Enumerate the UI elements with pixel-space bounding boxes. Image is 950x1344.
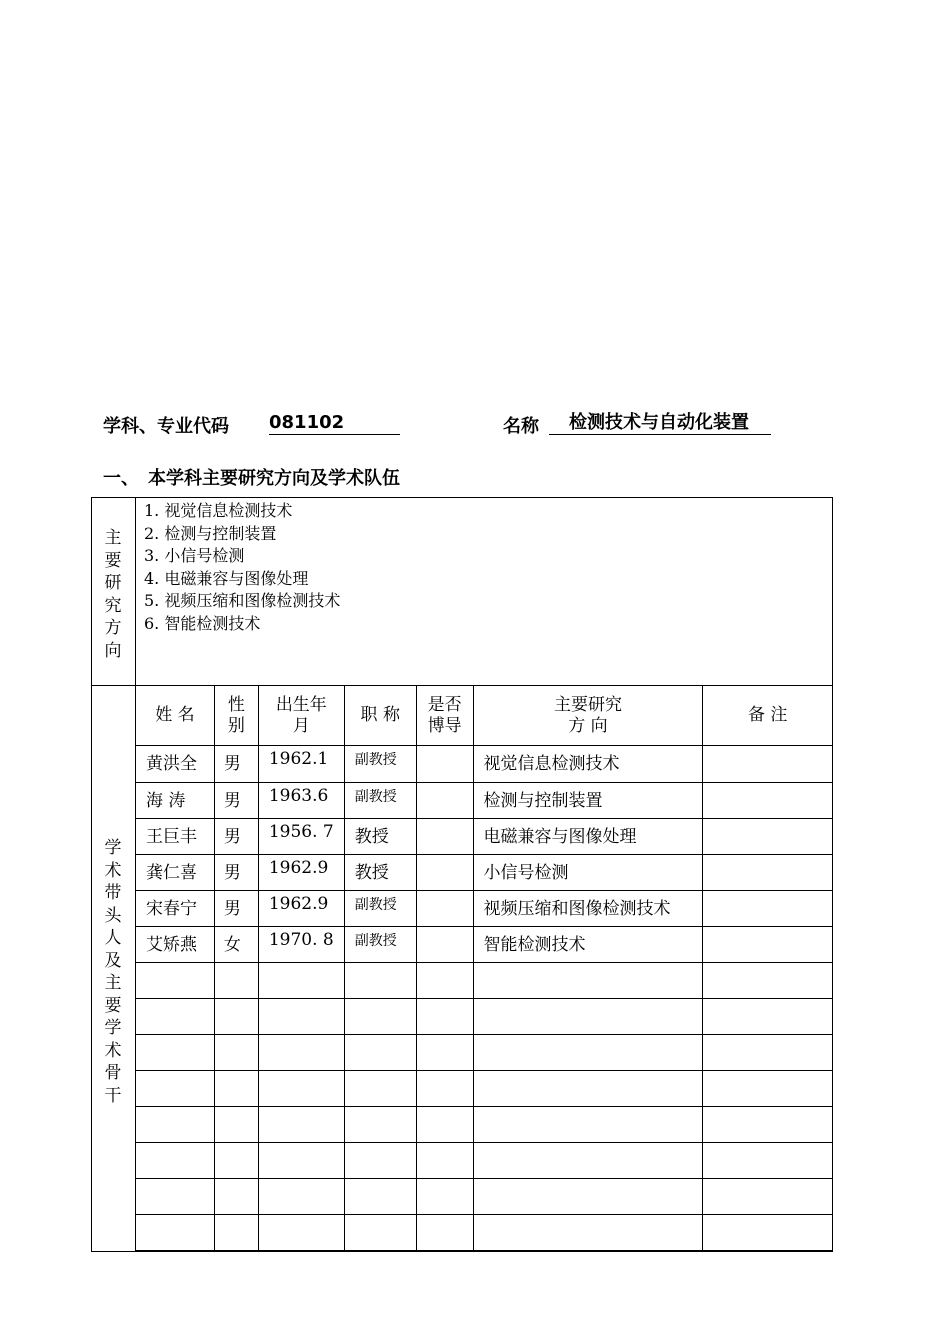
cell-research: 检测与控制装置 xyxy=(473,783,703,819)
cell-research xyxy=(473,1107,703,1143)
cell-note xyxy=(703,963,833,999)
cell-note xyxy=(703,891,833,927)
form-table xyxy=(91,497,833,1252)
table-row xyxy=(136,1215,833,1251)
cell-name: 艾矫燕 xyxy=(136,927,215,963)
cell-phd xyxy=(416,783,473,819)
cell-phd xyxy=(416,855,473,891)
cell-name: 王巨丰 xyxy=(136,819,215,855)
cell-gender xyxy=(214,1107,258,1143)
cell-note xyxy=(703,927,833,963)
directions-label-text: 主 要 研 究 方 向 xyxy=(104,528,122,661)
cell-phd xyxy=(416,891,473,927)
cell-phd xyxy=(416,1143,473,1179)
cell-gender: 男 xyxy=(214,855,258,891)
directions-label xyxy=(91,527,135,662)
table-row xyxy=(136,999,833,1035)
cell-title: 教授 xyxy=(344,819,416,855)
directions-list xyxy=(144,500,340,636)
cell-research xyxy=(473,1179,703,1215)
cell-birth xyxy=(258,1107,344,1143)
list-item: 5. 视频压缩和图像检测技术 xyxy=(144,591,341,611)
cell-research: 智能检测技术 xyxy=(473,927,703,963)
cell-phd xyxy=(416,1215,473,1251)
cell-title: 副教授 xyxy=(344,927,416,963)
cell-phd xyxy=(416,963,473,999)
code-value: 081102 xyxy=(269,412,400,435)
cell-title: 教授 xyxy=(344,855,416,891)
cell-note xyxy=(703,783,833,819)
name-value: 检测技术与自动化装置 xyxy=(549,412,771,435)
cell-note xyxy=(703,1215,833,1251)
team-body xyxy=(136,746,833,1251)
cell-gender xyxy=(214,963,258,999)
cell-note xyxy=(703,1035,833,1071)
cell-birth xyxy=(258,1035,344,1071)
table-row xyxy=(136,746,833,783)
cell-birth: 1962.1 xyxy=(258,746,344,783)
cell-phd xyxy=(416,746,473,783)
cell-research xyxy=(473,1035,703,1071)
cell-gender: 男 xyxy=(214,783,258,819)
cell-gender xyxy=(214,1143,258,1179)
list-item: 2. 检测与控制装置 xyxy=(144,523,277,543)
table-row xyxy=(136,1035,833,1071)
cell-phd xyxy=(416,999,473,1035)
cell-birth: 1962.9 xyxy=(258,855,344,891)
cell-title xyxy=(344,999,416,1035)
cell-note xyxy=(703,1143,833,1179)
team-label-text: 学 术 带 头 人 及 主 要 学 术 骨 干 xyxy=(104,838,122,1106)
cell-research: 视觉信息检测技术 xyxy=(473,746,703,783)
table-row xyxy=(136,819,833,855)
col-phd: 是否 博导 xyxy=(416,686,473,746)
code-label: 学科、专业代码 xyxy=(103,416,229,437)
cell-name: 黄洪全 xyxy=(136,746,215,783)
cell-name: 龚仁喜 xyxy=(136,855,215,891)
table-row xyxy=(136,891,833,927)
table-row xyxy=(136,927,833,963)
cell-name xyxy=(136,1215,215,1251)
cell-gender: 女 xyxy=(214,927,258,963)
cell-research xyxy=(473,963,703,999)
cell-research: 视频压缩和图像检测技术 xyxy=(473,891,703,927)
col-birth: 出生年 月 xyxy=(258,686,344,746)
cell-research xyxy=(473,1071,703,1107)
cell-birth: 1956. 7 xyxy=(258,819,344,855)
list-item: 1. 视觉信息检测技术 xyxy=(144,501,293,520)
team-label xyxy=(91,837,135,1107)
cell-name xyxy=(136,1071,215,1107)
cell-birth xyxy=(258,999,344,1035)
cell-research xyxy=(473,1143,703,1179)
cell-research xyxy=(473,999,703,1035)
cell-birth: 1962.9 xyxy=(258,891,344,927)
team-table xyxy=(135,685,833,1251)
cell-phd xyxy=(416,819,473,855)
cell-note xyxy=(703,855,833,891)
cell-gender xyxy=(214,1215,258,1251)
list-item: 3. 小信号检测 xyxy=(144,546,245,566)
cell-gender: 男 xyxy=(214,746,258,783)
cell-name xyxy=(136,1035,215,1071)
table-row xyxy=(136,1107,833,1143)
section-title: 一、 本学科主要研究方向及学术队伍 xyxy=(103,468,400,489)
cell-research xyxy=(473,1215,703,1251)
cell-title: 副教授 xyxy=(344,891,416,927)
cell-birth: 1963.6 xyxy=(258,783,344,819)
cell-gender xyxy=(214,1179,258,1215)
cell-name xyxy=(136,1107,215,1143)
cell-name xyxy=(136,963,215,999)
cell-title xyxy=(344,1107,416,1143)
cell-birth xyxy=(258,963,344,999)
cell-phd xyxy=(416,1179,473,1215)
header-line xyxy=(103,412,823,440)
cell-title: 副教授 xyxy=(344,783,416,819)
cell-research: 小信号检测 xyxy=(473,855,703,891)
cell-birth xyxy=(258,1179,344,1215)
cell-research: 电磁兼容与图像处理 xyxy=(473,819,703,855)
cell-phd xyxy=(416,1107,473,1143)
table-row xyxy=(136,1179,833,1215)
cell-birth xyxy=(258,1071,344,1107)
cell-name: 宋春宁 xyxy=(136,891,215,927)
list-item: 6. 智能检测技术 xyxy=(144,613,261,633)
cell-note xyxy=(703,1071,833,1107)
cell-note xyxy=(703,1179,833,1215)
cell-note xyxy=(703,819,833,855)
table-row xyxy=(136,855,833,891)
cell-title: 副教授 xyxy=(344,746,416,783)
cell-title xyxy=(344,1071,416,1107)
cell-note xyxy=(703,999,833,1035)
cell-gender xyxy=(214,999,258,1035)
cell-title xyxy=(344,1143,416,1179)
table-row xyxy=(136,963,833,999)
cell-gender: 男 xyxy=(214,891,258,927)
cell-gender xyxy=(214,1071,258,1107)
cell-note xyxy=(703,746,833,783)
cell-birth xyxy=(258,1215,344,1251)
cell-name xyxy=(136,999,215,1035)
list-item: 4. 电磁兼容与图像处理 xyxy=(144,568,309,588)
col-title: 职 称 xyxy=(344,686,416,746)
cell-name xyxy=(136,1179,215,1215)
table-row xyxy=(136,1071,833,1107)
cell-gender xyxy=(214,1035,258,1071)
col-note: 备 注 xyxy=(703,686,833,746)
cell-title xyxy=(344,1179,416,1215)
cell-phd xyxy=(416,1035,473,1071)
col-name: 姓 名 xyxy=(136,686,215,746)
cell-phd xyxy=(416,927,473,963)
name-label: 名称 xyxy=(503,416,539,437)
cell-title xyxy=(344,963,416,999)
cell-birth: 1970. 8 xyxy=(258,927,344,963)
col-gender: 性 别 xyxy=(214,686,258,746)
cell-title xyxy=(344,1215,416,1251)
table-header-row xyxy=(136,686,833,746)
cell-title xyxy=(344,1035,416,1071)
cell-birth xyxy=(258,1143,344,1179)
table-row xyxy=(136,783,833,819)
cell-name xyxy=(136,1143,215,1179)
cell-gender: 男 xyxy=(214,819,258,855)
cell-phd xyxy=(416,1071,473,1107)
table-row xyxy=(136,1143,833,1179)
cell-note xyxy=(703,1107,833,1143)
col-research: 主要研究 方 向 xyxy=(473,686,703,746)
cell-name: 海 涛 xyxy=(136,783,215,819)
